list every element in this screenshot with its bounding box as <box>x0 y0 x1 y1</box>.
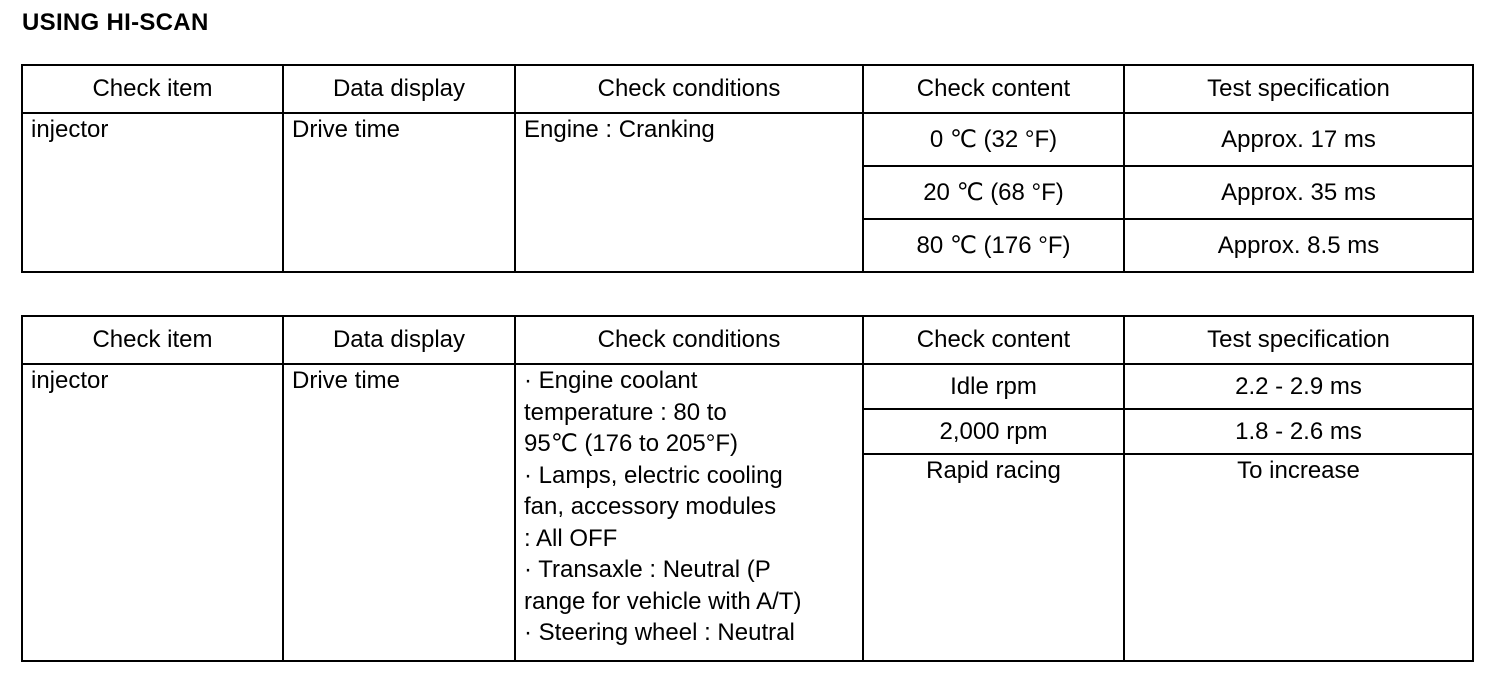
check-conditions-cell: Engine : Cranking <box>515 113 863 272</box>
header-row <box>22 316 1473 364</box>
test-spec-cell: 1.8 - 2.6 ms <box>1124 409 1473 454</box>
header-test-specification: Test specification <box>1124 316 1473 364</box>
data-display-cell: Drive time <box>283 113 515 272</box>
header-row <box>22 65 1473 113</box>
check-content-cell: 20 ℃ (68 °F) <box>863 166 1124 219</box>
condition-line: · Lamps, electric cooling <box>524 461 783 489</box>
check-item-cell: injector <box>22 364 283 661</box>
check-content-cell: 2,000 rpm <box>863 409 1124 454</box>
header-data-display: Data display <box>283 65 515 113</box>
condition-line: 95℃ (176 to 205°F) <box>524 430 738 457</box>
test-spec-cell: Approx. 8.5 ms <box>1124 219 1473 272</box>
condition-line: temperature : 80 to <box>524 398 727 426</box>
header-check-content: Check content <box>863 65 1124 113</box>
cranking-spec-table <box>21 64 1474 273</box>
data-display-cell: Drive time <box>283 364 515 661</box>
test-spec-cell: 2.2 - 2.9 ms <box>1124 364 1473 409</box>
condition-line: fan, accessory modules <box>524 493 777 520</box>
check-content-cell: 80 ℃ (176 °F) <box>863 219 1124 272</box>
test-spec-cell: Approx. 17 ms <box>1124 113 1473 166</box>
warm-engine-spec-table <box>21 315 1474 662</box>
condition-line: · Steering wheel : Neutral <box>524 619 795 646</box>
table-row <box>22 364 1473 409</box>
check-content-cell: 0 ℃ (32 °F) <box>863 113 1124 166</box>
header-check-conditions: Check conditions <box>515 316 863 364</box>
test-spec-cell: To increase <box>1124 454 1473 661</box>
check-content-cell: Idle rpm <box>863 364 1124 409</box>
header-data-display: Data display <box>283 316 515 364</box>
condition-line: · Engine coolant <box>524 367 698 394</box>
check-content-cell: Rapid racing <box>863 454 1124 661</box>
header-check-item: Check item <box>22 65 283 113</box>
check-item-cell: injector <box>22 113 283 272</box>
header-check-content: Check content <box>863 316 1124 364</box>
header-test-specification: Test specification <box>1124 65 1473 113</box>
header-check-item: Check item <box>22 316 283 364</box>
check-conditions-cell <box>515 364 863 661</box>
test-spec-cell: Approx. 35 ms <box>1124 166 1473 219</box>
condition-line: · Transaxle : Neutral (P <box>524 556 771 583</box>
page-heading: USING HI-SCAN <box>22 9 209 36</box>
table-row <box>22 113 1473 166</box>
header-check-conditions: Check conditions <box>515 65 863 113</box>
condition-line: range for vehicle with A/T) <box>524 587 802 615</box>
condition-line: : All OFF <box>524 524 618 552</box>
